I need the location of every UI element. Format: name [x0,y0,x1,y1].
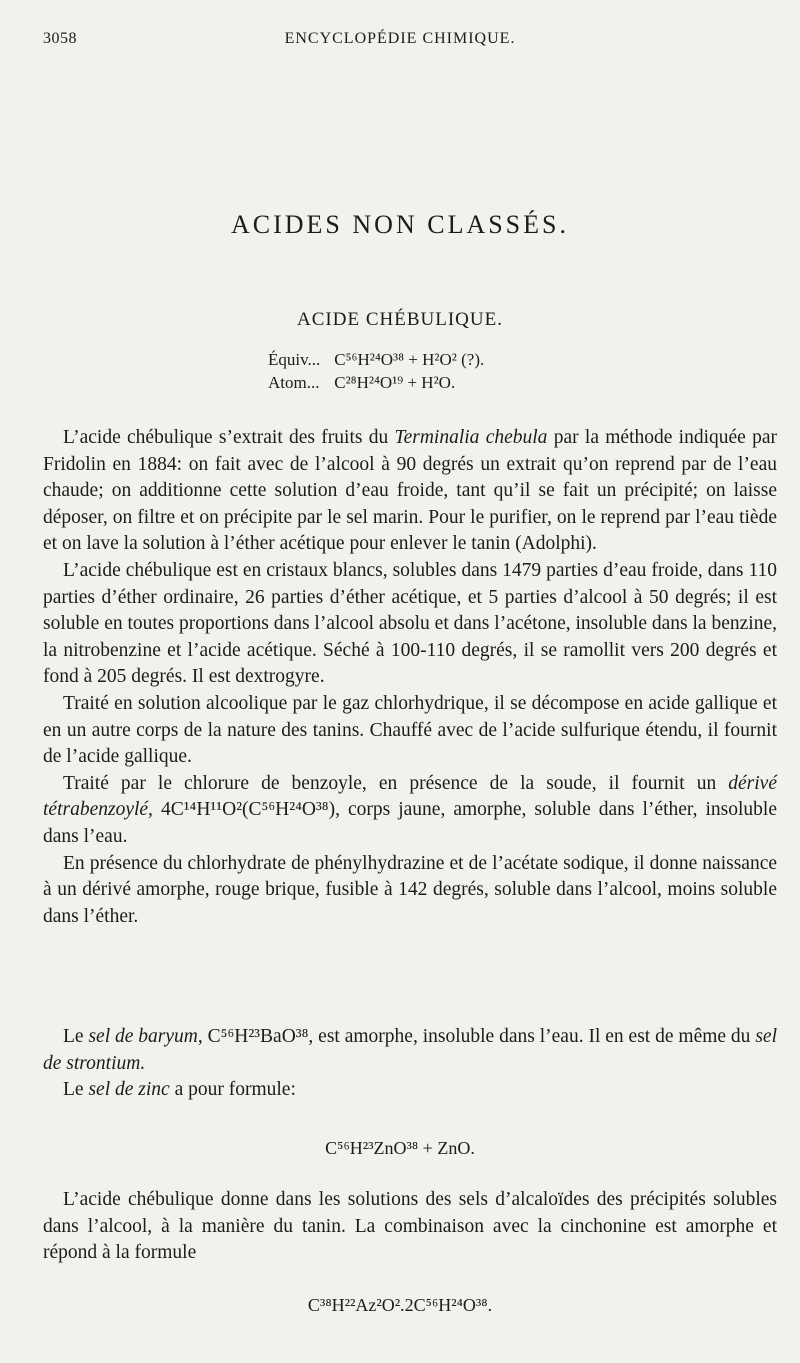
equiv-label: Équiv... [268,350,321,369]
zinc-salt-name: sel de zinc [88,1079,170,1101]
paragraph-extraction: L’acide chébulique s’extrait des fruits du Terminalia chebula par la méthode indiquée par Fridolin en 1884: on fait avec de l’alcool à 90 degrés un extrait qu’on reprend par de l’eau chaude; on additionne cette solution d’eau froide, tant qu’il se fait un précipité; on laisse déposer, on filtre et on précipite par le sel marin. Pour le purifier, on le reprend par l’eau tiède et on lave la solution à l’éther acétique pour enlever le tanin (Adolphi). [43,427,777,555]
paragraph-alkaloids: L’acide chébulique donne dans les solutions des sels d’alcaloïdes des précipités solubles dans l’alcool, à la manière du tanin. La combinaison avec la cinchonine est amorphe et répond à la formule [43,1189,777,1264]
equiv-value: C⁵⁶H²⁴O³⁸ + H²O² (?). [334,350,485,369]
paragraph-phenylhydrazine: En présence du chlorhydrate de phénylhydrazine et de l’acétate sodique, il donne naissance à un dérivé amorphe, rouge brique, fusible à 142 degrés, soluble dans l’alcool, moins soluble dans l’éther. [43,852,777,927]
cinchonine-formula: C³⁸H²²Az²O².2C⁵⁶H²⁴O³⁸. [307,1295,493,1315]
paragraph-zinc: Le sel de zinc a pour formule: [63,1079,296,1101]
section-title: ACIDES NON CLASSÉS. [231,210,569,239]
paragraph-baryum: Le sel de baryum, C⁵⁶H²³BaO³⁸, est amorphe, insoluble dans l’eau. Il en est de même du sel de strontium. [43,1026,777,1074]
baryum-salt-name: sel de baryum, [88,1026,203,1047]
zinc-formula: C⁵⁶H²³ZnO³⁸ + ZnO. [325,1138,475,1158]
strontium-salt-name: sel de strontium. [43,1026,777,1074]
paragraph-properties: L’acide chébulique est en cristaux blancs, solubles dans 1479 parties d’eau froide, dans 110 parties d’éther ordinaire, 26 parties d’éther acétique, et 5 parties d’alcool à 50 degrés; il est soluble en toutes proportions dans l’alcool absolu et dans l’acétone, insoluble dans la benzine, la nitrobenzine et l’acide acétique. Séché à 100-110 degrés, il se ramollit vers 200 degrés et fond à 205 degrés. Il est dextrogyre. [43,559,777,688]
paragraph-hydrochloric: Traité en solution alcoolique par le gaz chlorhydrique, il se décompose en acide gallique et en un autre corps de la nature des tanins. Chauffé avec de l’acide sulfurique étendu, il fournit de l’acide gallique. [43,692,777,768]
atom-label: Atom... [268,373,320,392]
atom-formula [268,373,455,393]
running-head [43,30,757,54]
salts-text [43,1024,777,1104]
running-title: ENCYCLOPÉDIE CHIMIQUE. [284,30,516,47]
equiv-formula [268,350,484,370]
page-number: 3058 [43,30,77,47]
derivative-name: dérivé tétrabenzoylé, [43,772,777,821]
atom-value: C²⁸H²⁴O¹⁹ + H²O. [334,373,456,392]
paragraph-benzoyl: Traité par le chlorure de benzoyle, en présence de la soude, il fournit un dérivé tétrabenzoylé, 4C¹⁴H¹¹O²(C⁵⁶H²⁴O³⁸), corps jaune, amorphe, soluble dans l’éther, insoluble dans l’eau. [43,772,777,847]
alkaloid-text [43,1187,777,1267]
species-name: Terminalia chebula [394,427,548,448]
subsection-title: ACIDE CHÉBULIQUE. [297,309,503,330]
main-text [43,425,777,930]
